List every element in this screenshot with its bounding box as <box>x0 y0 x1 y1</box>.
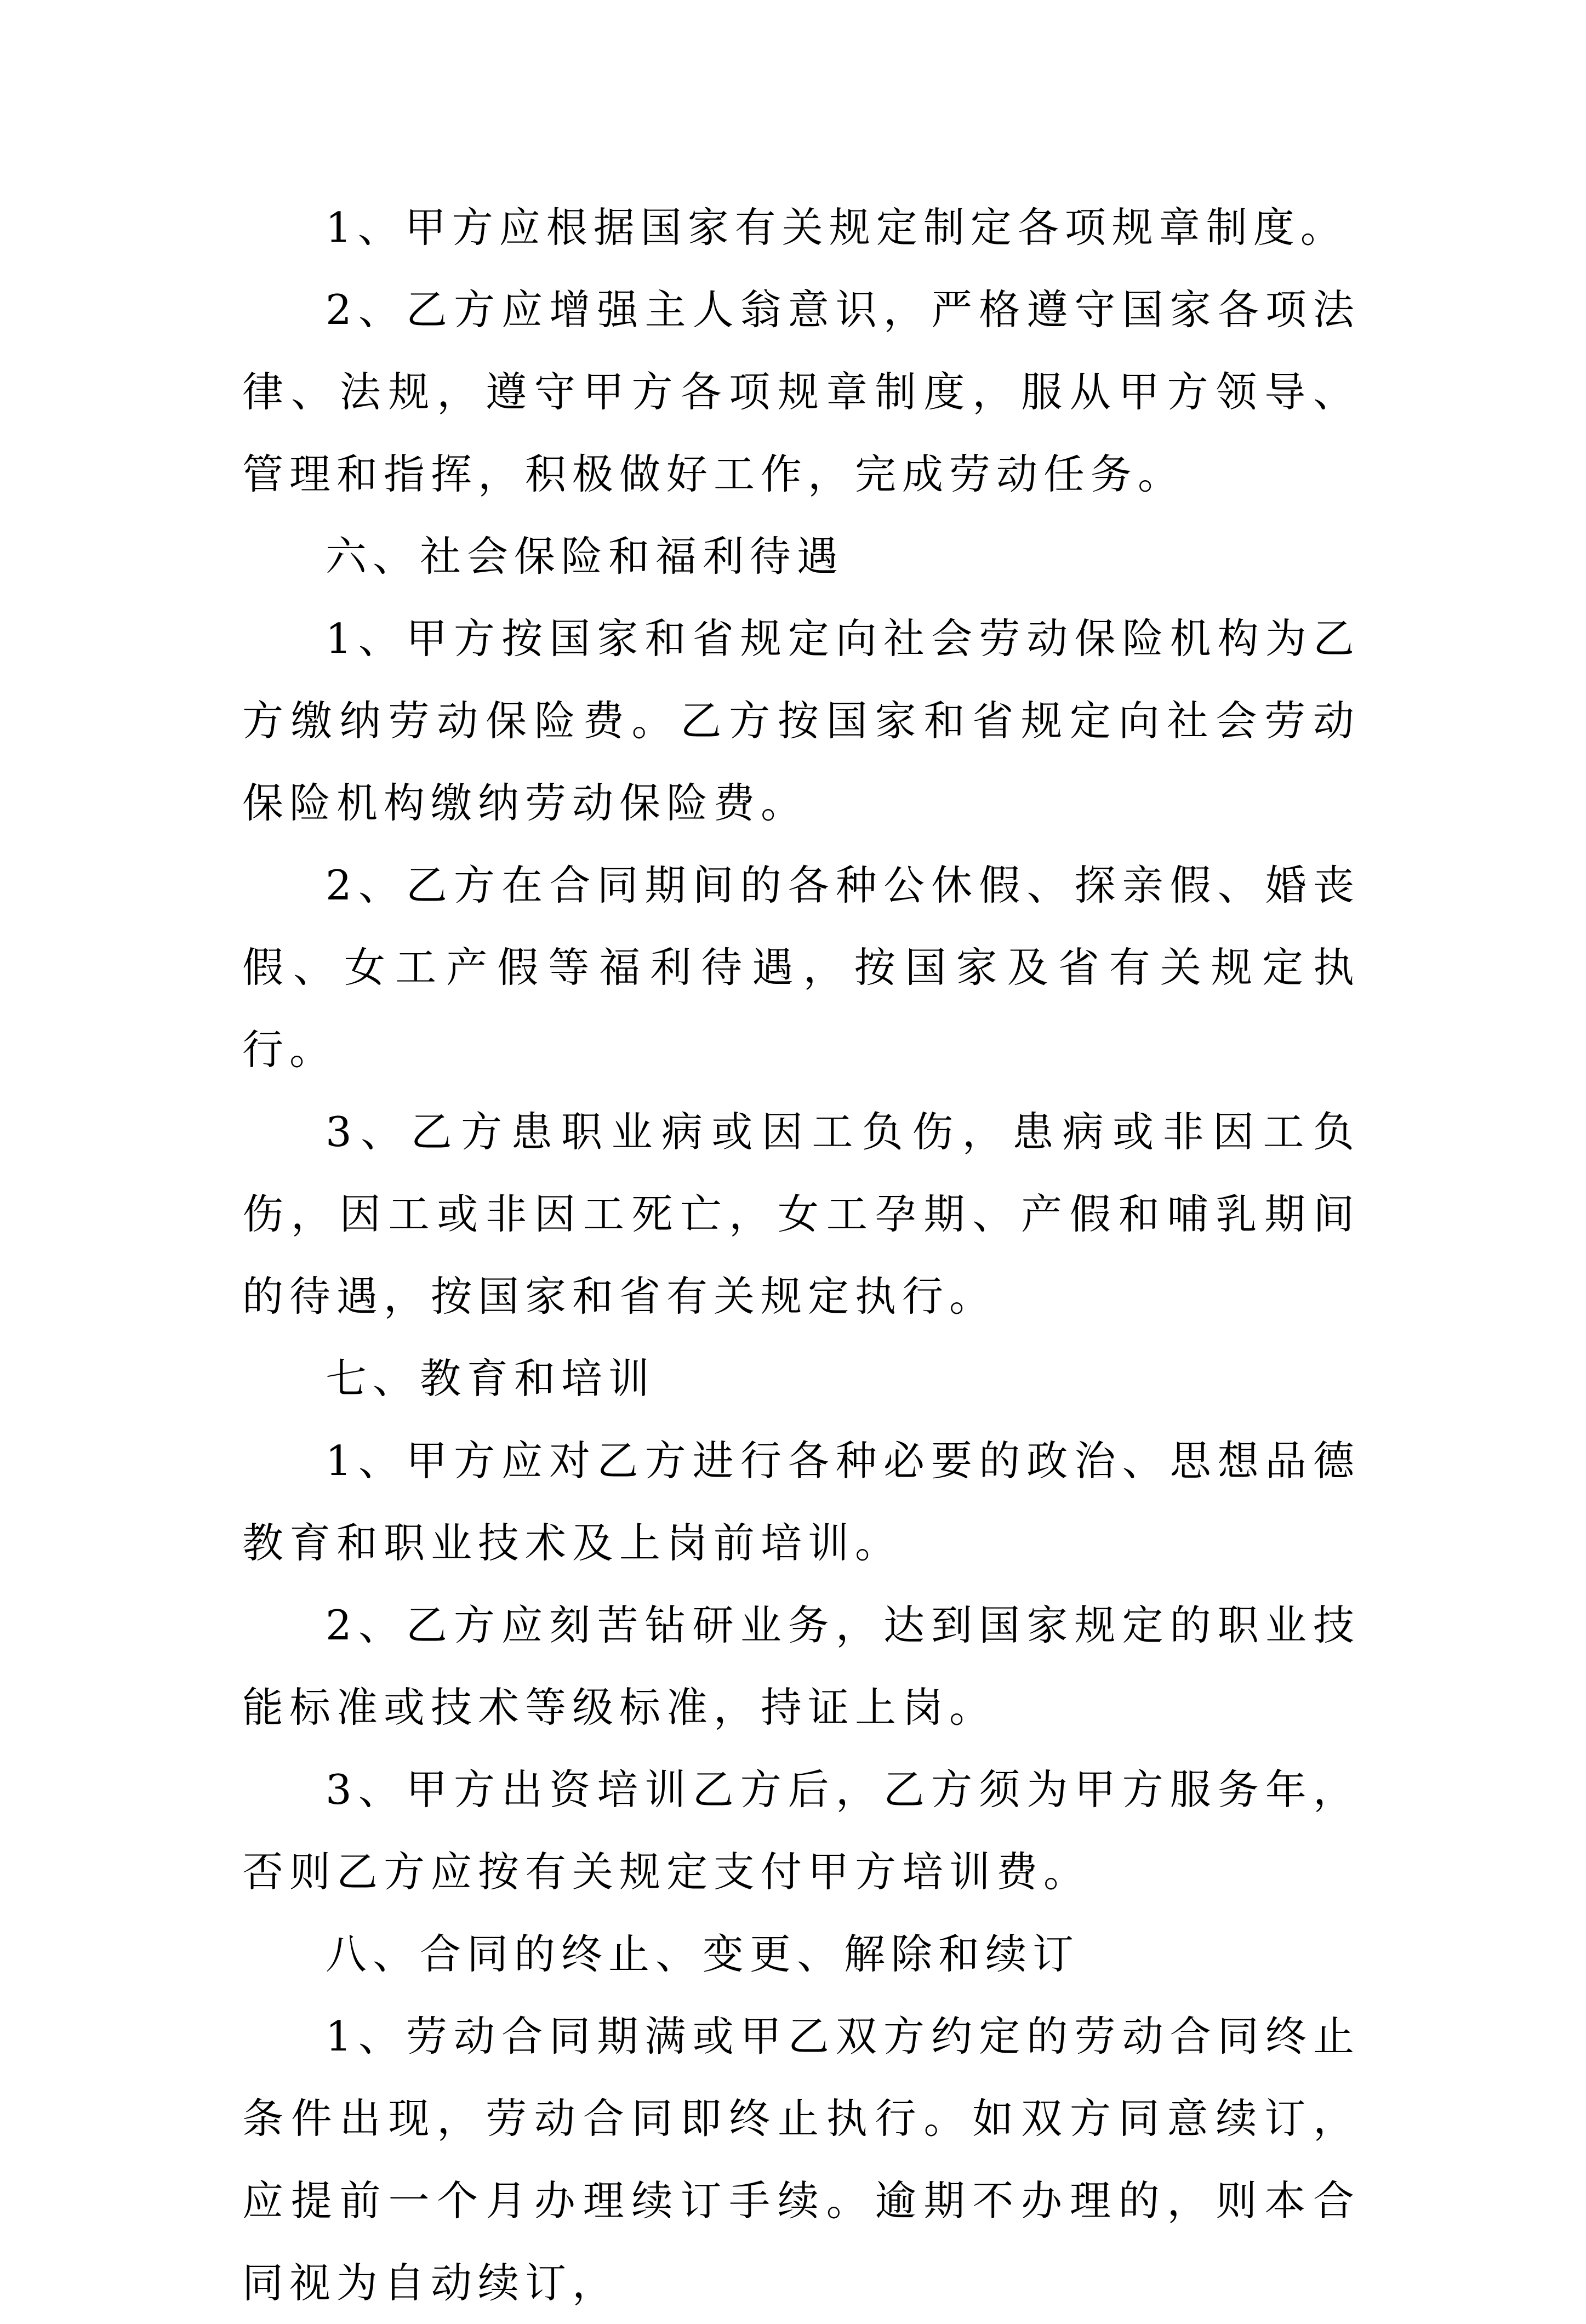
clause-8-1: 1、劳动合同期满或甲乙双方约定的劳动合同终止条件出现，劳动合同即终止执行。如双方同意续订，应提前一个月办理续订手续。逾期不办理的，则本合同视为自动续订， <box>242 2012 1360 2307</box>
clause-5-2: 2、乙方应增强主人翁意识，严格遵守国家各项法律、法规，遵守甲方各项规章制度，服从甲方领导、管理和指挥，积极做好工作，完成劳动任务。 <box>242 286 1360 498</box>
clause-7-2: 2、乙方应刻苦钻研业务，达到国家规定的职业技能标准或技术等级标准，持证上岗。 <box>242 1601 1360 1731</box>
clause-5-1: 1、甲方应根据国家有关规定制定各项规章制度。 <box>326 203 1348 252</box>
clause-7-1: 1、甲方应对乙方进行各种必要的政治、思想品德教育和职业技术及上岗前培训。 <box>242 1437 1360 1567</box>
section-heading-8: 八、合同的终止、变更、解除和续订 <box>326 1930 1080 1978</box>
clause-6-2: 2、乙方在合同期间的各种公休假、探亲假、婚丧假、女工产假等福利待遇，按国家及省有关规定执行。 <box>242 861 1360 1074</box>
clause-6-3: 3、乙方患职业病或因工负伤，患病或非因工负伤，因工或非因工死亡，女工孕期、产假和哺乳期间的待遇，按国家和省有关规定执行。 <box>242 1108 1360 1320</box>
document-page <box>242 186 1360 2324</box>
section-heading-6: 六、社会保险和福利待遇 <box>326 532 845 580</box>
clause-6-1: 1、甲方按国家和省规定向社会劳动保险机构为乙方缴纳劳动保险费。乙方按国家和省规定向社会劳动保险机构缴纳劳动保险费。 <box>242 614 1360 827</box>
clause-7-3: 3、甲方出资培训乙方后，乙方须为甲方服务年，否则乙方应按有关规定支付甲方培训费。 <box>242 1765 1360 1896</box>
section-heading-7: 七、教育和培训 <box>326 1354 656 1403</box>
